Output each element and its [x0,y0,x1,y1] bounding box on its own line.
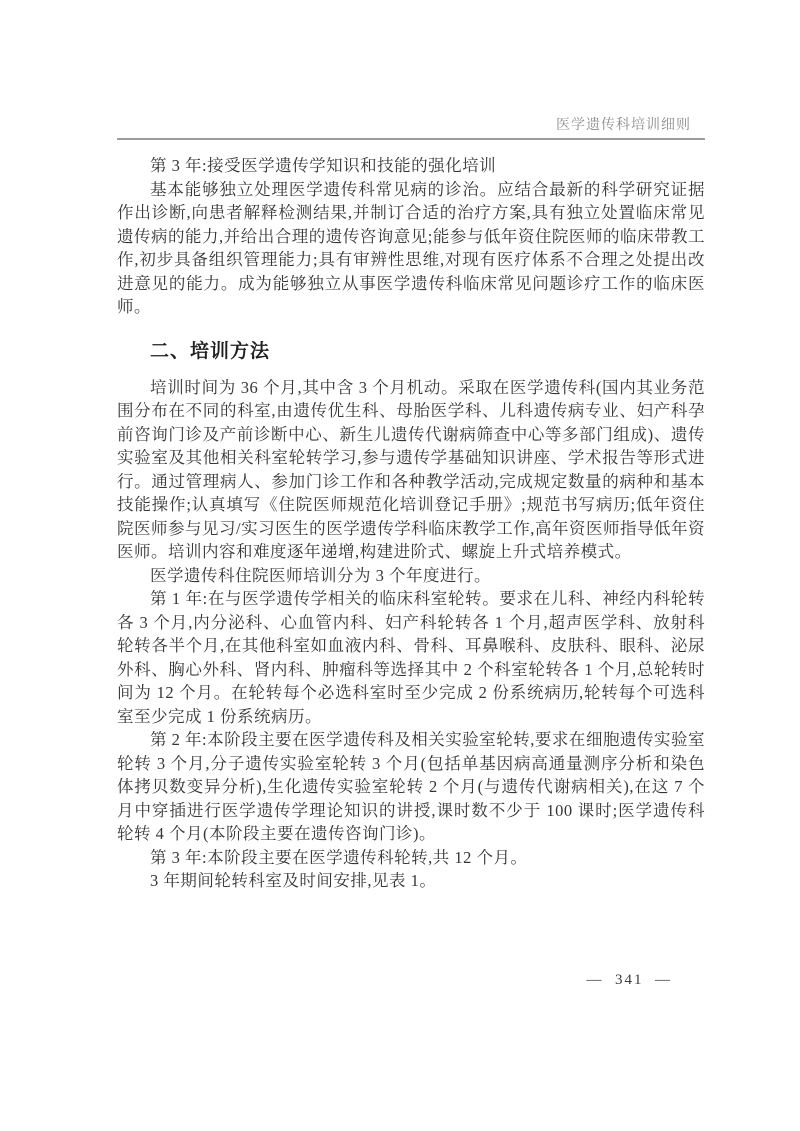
paragraph: 基本能够独立处理医学遗传科常见病的诊治。应结合最新的科学研究证据作出诊断,向患者解释检测结果,并制订合适的治疗方案,具有独立处置临床常见遗传病的能力,并给出合理的遗传咨询意见;能参与低年资住院医师的临床带教工作,初步具备组织管理能力;具有审辨性思维,对现有医疗体系不合理之处提出改进意见的能力。成为能够独立从事医学遗传科临床常见问题诊疗工作的临床医师。 [117,179,705,316]
paragraph: 医学遗传科住院医师培训分为 3 个年度进行。 [150,565,491,585]
paragraph: 第 2 年:本阶段主要在医学遗传科及相关实验室轮转,要求在细胞遗传实验室轮转 3 个月,分子遗传实验室轮转 3 个月(包括单基因病高通量测序分析和染色体拷贝数变异分析),生化遗传实验室轮转 2 个月(与遗传代谢病相关),在这 7 个月中穿插进行医学遗传学理论知识的讲授,课时数不少于 100 课时;医学遗传科轮转 4 个月(本阶段主要在遗传咨询门诊)。 [117,730,705,843]
paragraph: 第 3 年:接受医学遗传学知识和技能的强化培训 [150,156,497,175]
page-number: — 341 — [586,972,672,988]
header-rule [117,138,705,140]
page-content [117,116,705,893]
paragraph: 第 3 年:本阶段主要在医学遗传科轮转,共 12 个月。 [150,847,528,867]
paragraph: 第 1 年:在与医学遗传学相关的临床科室轮转。要求在儿科、神经内科轮转各 3 个月,内分泌科、心血管内科、妇产科轮转各 1 个月,超声医学科、放射科轮转各半个月,在其他科室如血液内科、骨科、耳鼻喉科、皮肤科、眼科、泌尿外科、胸心外科、肾内科、肿瘤科等选择其中 2 个科室轮转各 1 个月,总轮转时间为 12 个月。在轮转每个必选科室时至少完成 2 份系统病历,轮转每个可选科室至少完成 1 份系统病历。 [117,589,705,726]
body-text [117,154,705,893]
paragraph: 培训时间为 36 个月,其中含 3 个月机动。采取在医学遗传科(国内其业务范围分布在不同的科室,由遗传优生科、母胎医学科、儿科遗传病专业、妇产科孕前咨询门诊及产前诊断中心、新生儿遗传代谢病筛查中心等多部门组成)、遗传实验室及其他相关科室轮转学习,参与遗传学基础知识讲座、学术报告等形式进行。通过管理病人、参加门诊工作和各种教学活动,完成规定数量的病种和基本技能操作;认真填写《住院医师规范化培训登记手册》;规范书写病历;低年资住院医师参与见习/实习医生的医学遗传学科临床教学工作,高年资医师指导低年资医师。培训内容和难度逐年递增,构建进阶式、螺旋上升式培养模式。 [117,377,705,561]
paragraph: 3 年期间轮转科室及时间安排,见表 1。 [150,871,437,890]
section-heading: 二、培训方法 [150,340,271,362]
running-header-title: 医学遗传科培训细则 [556,116,691,132]
